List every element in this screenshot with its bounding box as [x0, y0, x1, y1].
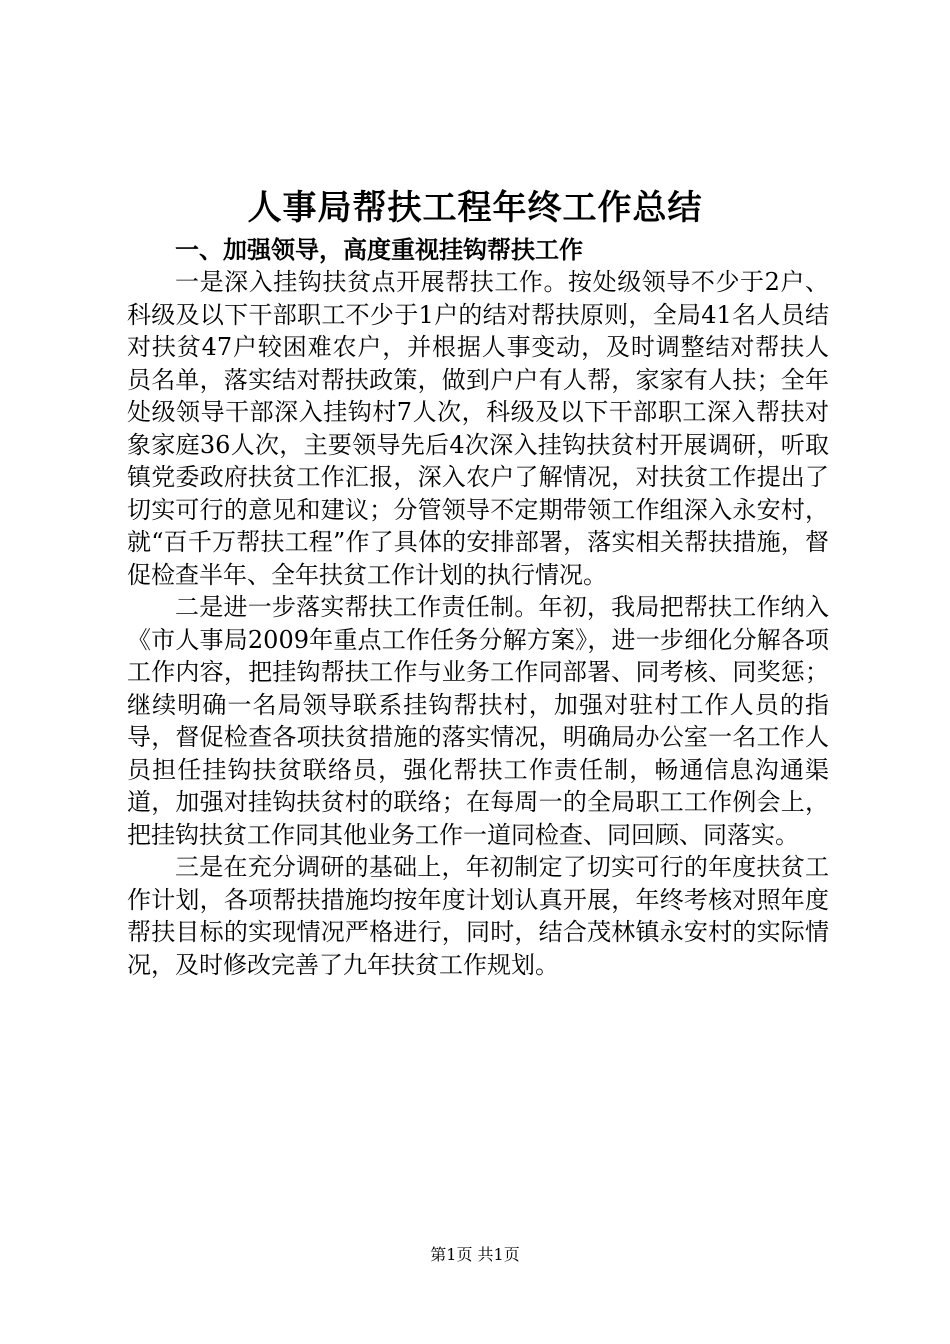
section-heading: 一、加强领导，高度重视挂钩帮扶工作 — [175, 236, 583, 264]
paragraph-3: 三是在充分调研的基础上，年初制定了切实可行的年度扶贫工作计划，各项帮扶措施均按年度计划认真开展，年终考核对照年度帮扶目标的实现情况严格进行，同时，结合茂林镇永安村的实际情况，及时修改完善了九年扶贫工作规划。 — [127, 853, 829, 979]
page-footer: 第1页 共1页 — [430, 1245, 520, 1264]
paragraph-1: 一是深入挂钩扶贫点开展帮扶工作。按处级领导不少于2户、科级及以下干部职工不少于1户的结对帮扶原则，全局41名人员结对扶贫47户较困难农户，并根据人事变动，及时调整结对帮扶人员名单，落实结对帮扶政策，做到户户有人帮，家家有人扶；全年处级领导干部深入挂钩村7人次，科级及以下干部职工深入帮扶对象家庭36人次，主要领导先后4次深入挂钩扶贫村开展调研，听取镇党委政府扶贫工作汇报，深入农户了解情况，对扶贫工作提出了切实可行的意见和建议；分管领导不定期带领工作组深入永安村，就“百千万帮扶工程”作了具体的安排部署，落实相关帮扶措施，督促检查半年、全年扶贫工作计划的执行情况。 — [127, 268, 829, 589]
paragraph-2: 二是进一步落实帮扶工作责任制。年初，我局把帮扶工作纳入《市人事局2009年重点工作任务分解方案》，进一步细化分解各项工作内容，把挂钩帮扶工作与业务工作同部署、同考核、同奖惩；继续明确一名局领导联系挂钩帮扶村，加强对驻村工作人员的指导，督促检查各项扶贫措施的落实情况，明确局办公室一名工作人员担任挂钩扶贫联络员，强化帮扶工作责任制，畅通信息沟通渠道，加强对挂钩扶贫村的联络；在每周一的全局职工工作例会上，把挂钩扶贫工作同其他业务工作一道同检查、同回顾、同落实。 — [127, 593, 829, 849]
document-title: 人事局帮扶工程年终工作总结 — [247, 188, 703, 228]
document-body — [127, 234, 829, 981]
